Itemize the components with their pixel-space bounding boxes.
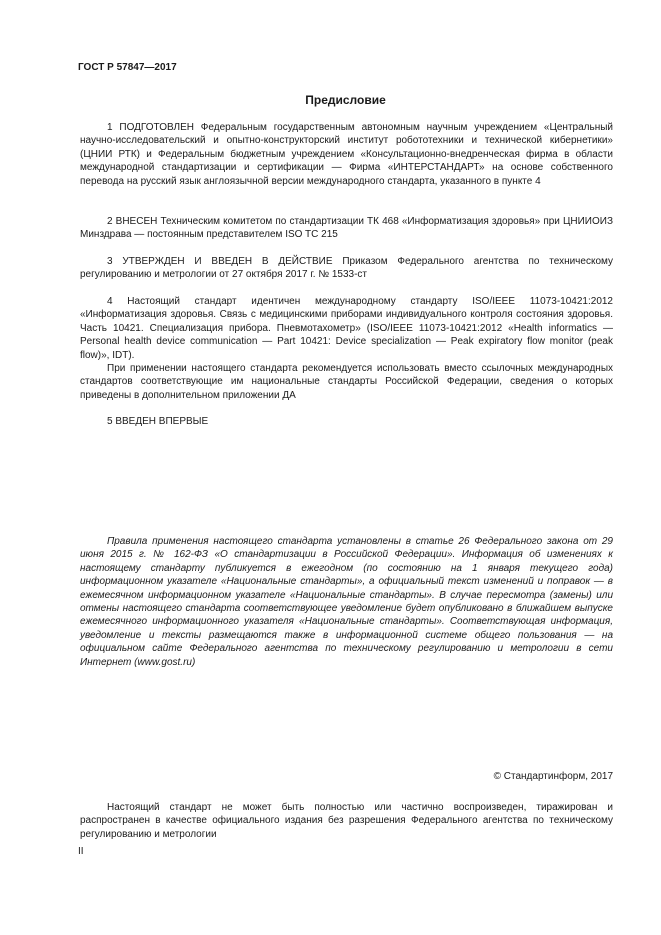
foreword-item-4-note: При применении настоящего стандарта рекомендуется использовать вместо ссылочных международных стандартов соответствующие им национальные стандарты Российской Федерации, сведения о которых приведены в дополнительном приложении ДА bbox=[80, 363, 613, 401]
page-number: II bbox=[78, 846, 84, 857]
foreword-item-3: 3 УТВЕРЖДЕН И ВВЕДЕН В ДЕЙСТВИЕ Приказом Федерального агентства по техническому регулированию и метрологии от 27 октября 2017 г. № 1533-ст bbox=[80, 256, 613, 281]
foreword-item-1: 1 ПОДГОТОВЛЕН Федеральным государственным автономным научным учреждением «Центральный научно-исследовательский и опытно-конструкторский институт робототехники и технической кибернетики» (ЦНИИ РТК) и Федеральным бюджетным учреждением «Консультационно-внедренческая фирма в области международной стандартизации и сертификации — Фирма «ИНТЕРСТАНДАРТ» на основе собственного перевода на русский язык англоязычной версии международного стандарта, указанного в пункте 4 bbox=[80, 122, 613, 187]
foreword-item-5: 5 ВВЕДЕН ВПЕРВЫЕ bbox=[107, 416, 209, 427]
foreword-title: Предисловие bbox=[305, 93, 386, 107]
rules-notice: Правила применения настоящего стандарта установлены в статье 26 Федерального закона от 29 июня 2015 г. № 162-ФЗ «О стандартизации в Российской Федерации». Информация об изменениях к настоящему стандарту публикуется в ежегодном (по состоянию на 1 января текущего года) информационном указателе «Национальные стандарты», а официальный текст изменений и поправок — в ежемесячном информационном указателе «Национальные стандарты». В случае пересмотра (замены) или отмены настоящего стандарта соответствующее уведомление будет опубликовано в ближайшем выпуске ежемесячного информационного указателя «Национальные стандарты». Соответствующая информация, уведомление и тексты размещаются также в информационной системе общего пользования — на официальном сайте Федерального агентства по техническому регулированию и метрологии в сети Интернет (www.gost.ru) bbox=[80, 536, 613, 668]
reproduction-notice: Настоящий стандарт не может быть полностью или частично воспроизведен, тиражирован и распространен в качестве официального издания без разрешения Федерального агентства по техническому регулированию и метрологии bbox=[80, 802, 613, 840]
foreword-item-4: 4 Настоящий стандарт идентичен международному стандарту ISO/IEEE 11073-10421:2012 «Информатизация здоровья. Связь с медицинскими приборами индивидуального контроля состояния здоровья. Часть 10421. Специализация прибора. Пневмотахометр» (ISO/IEEE 11073-10421:2012 «Health informatics — Personal health device communication — Part 10421: Device specialization — Peak expiratory flow monitor (peak flow)», IDT). bbox=[80, 296, 613, 361]
gost-code-header: ГОСТ Р 57847—2017 bbox=[78, 62, 177, 73]
copyright: © Стандартинформ, 2017 bbox=[493, 771, 613, 782]
foreword-item-2: 2 ВНЕСЕН Техническим комитетом по стандартизации ТК 468 «Информатизация здоровья» при ЦНИИОИЗ Минздрава — постоянным представителем ISO TC 215 bbox=[80, 216, 613, 241]
